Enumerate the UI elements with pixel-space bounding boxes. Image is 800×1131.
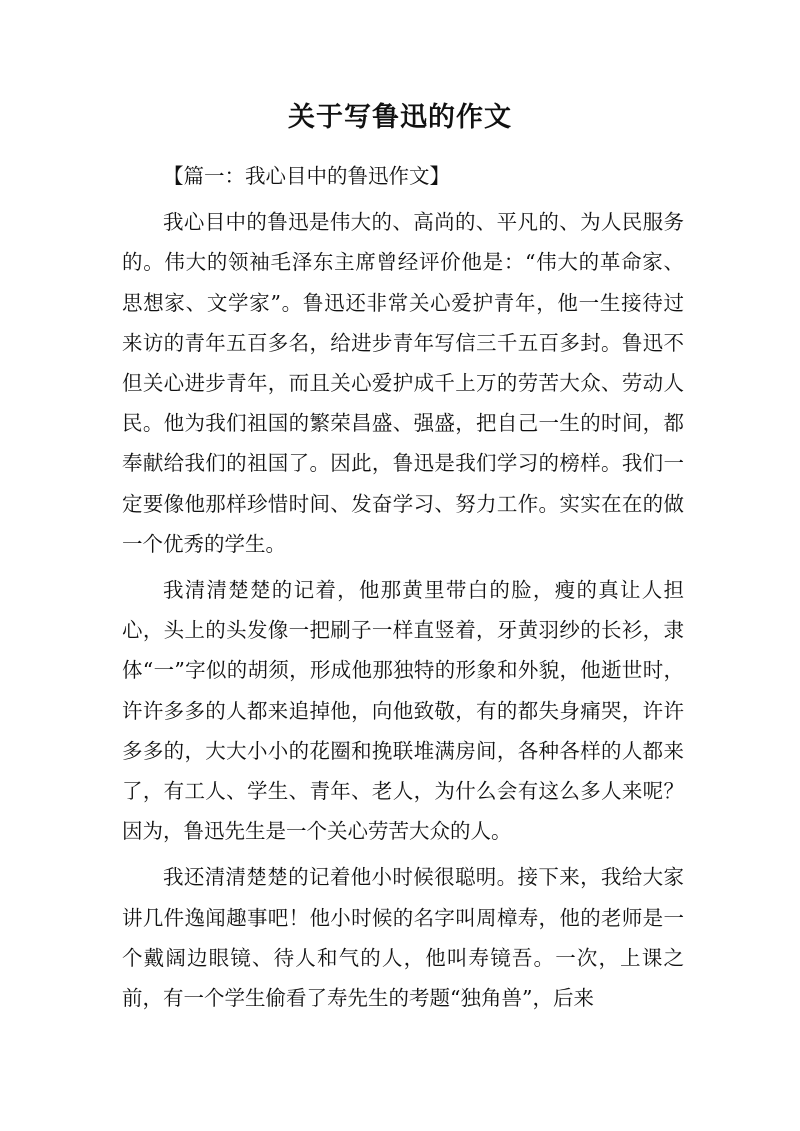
paragraph-3: 我还清清楚楚的记着他小时候很聪明。接下来，我给大家讲几件逸闻趣事吧！他小时候的名字叫周樟寿，他的老师是一个戴阔边眼镜、待人和气的人，他叫寿镜吾。一次，上课之前，有一个学生偷看了寿先生的考题“独角兽”，后来 xyxy=(122,865,684,1011)
document-body xyxy=(122,156,684,1018)
paragraph-2: 我清清楚楚的记着，他那黄里带白的脸，瘦的真让人担心，头上的头发像一把刷子一样直竖着，牙黄羽纱的长衫，隶体“一”字似的胡须，形成他那独特的形象和外貌，他逝世时，许许多多的人都来追掉他，向他致敬，有的都失身痛哭，许许多多的，大大小小的花圈和挽联堆满房间，各种各样的人都来了，有工人、学生、青年、老人，为什么会有这么多人来呢？因为，鲁迅先生是一个关心劳苦大众的人。 xyxy=(122,578,684,844)
paragraph-1: 我心目中的鲁迅是伟大的、高尚的、平凡的、为人民服务的。伟大的领袖毛泽东主席曾经评价他是：“伟大的革命家、思想家、文学家”。鲁迅还非常关心爱护青年，他一生接待过来访的青年五百多名，给进步青年写信三千五百多封。鲁迅不但关心进步青年，而且关心爱护成千上万的劳苦大众、劳动人民。他为我们祖国的繁荣昌盛、强盛，把自己一生的时间，都奉献给我们的祖国了。因此，鲁迅是我们学习的榜样。我们一定要像他那样珍惜时间、发奋学习、努力工作。实实在在的做一个优秀的学生。 xyxy=(122,210,684,556)
document-title: 关于写鲁迅的作文 xyxy=(288,102,512,133)
section-heading: 【篇一：我心目中的鲁迅作文】 xyxy=(163,164,450,188)
